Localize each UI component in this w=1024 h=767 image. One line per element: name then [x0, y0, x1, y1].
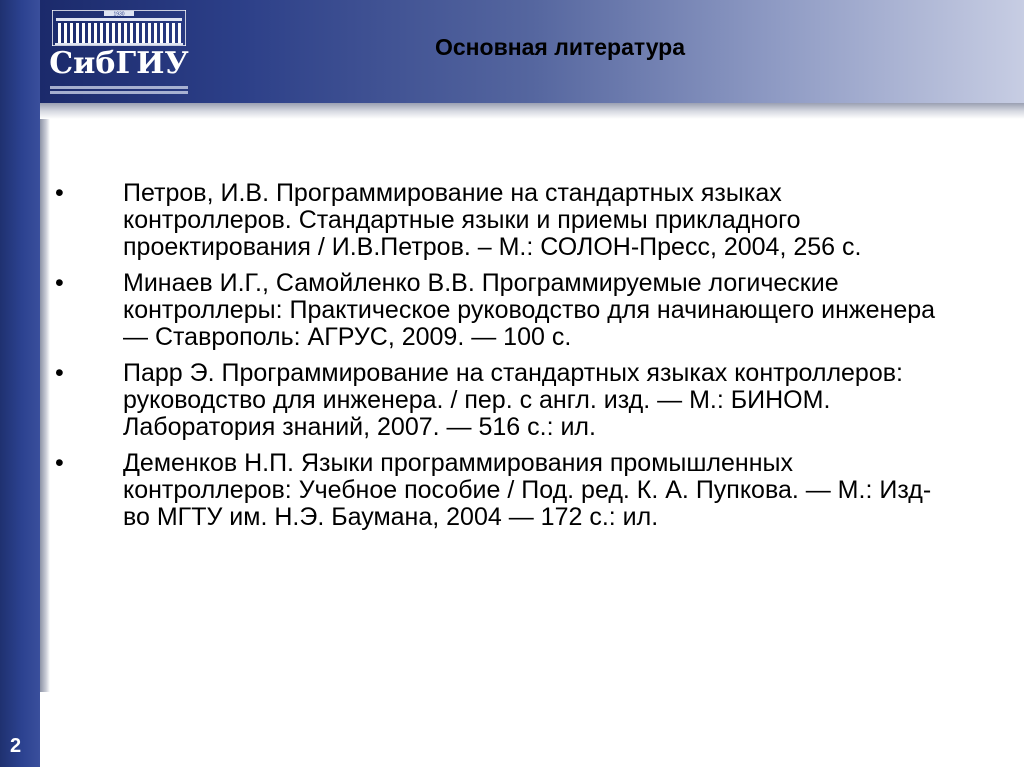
svg-text:1930: 1930 — [113, 11, 125, 18]
logo-subtitle-lines — [50, 84, 188, 98]
reference-text: Деменков Н.П. Языки программирования промышленных контроллеров: Учебное пособие / Под. ред. К. А. Пупкова. — М.: Изд-во МГТУ им. Н.Э. Баумана, 2004 — 172 с.: ил. — [123, 449, 932, 531]
left-sidebar-bar — [0, 0, 40, 767]
bullet-icon: • — [55, 449, 64, 477]
header-shadow — [40, 103, 1024, 119]
bullet-icon: • — [55, 359, 64, 387]
bullet-icon: • — [55, 269, 64, 297]
list-item — [55, 180, 955, 261]
building-icon — [52, 10, 186, 46]
slide-title: Основная литература — [434, 34, 686, 60]
reference-text: Парр Э. Программирование на стандартных языках контроллеров: руководство для инженера. / пер. с англ. изд. — М.: БИНОМ. Лаборатория знаний, 2007. — 516 с.: ил. — [123, 359, 903, 441]
reference-text: Петров, И.В. Программирование на стандартных языках контроллеров. Стандартные языки и приемы прикладного проектирования / И.В.Петров. – М.: СОЛОН-Пресс, 2004, 256 с. — [123, 179, 862, 261]
university-logo — [44, 4, 194, 100]
left-bar-shadow — [40, 100, 50, 692]
page-number: 2 — [10, 735, 22, 757]
reference-text: Минаев И.Г., Самойленко В.В. Программируемые логические контроллеры: Практическое руководство для начинающего инженера — Ставрополь: АГРУС, 2009. — 100 с. — [123, 269, 936, 351]
list-item — [55, 450, 955, 531]
logo-text: СибГИУ — [49, 46, 189, 81]
references-list — [55, 180, 955, 540]
bullet-icon: • — [55, 179, 64, 207]
list-item — [55, 270, 955, 351]
list-item — [55, 360, 955, 441]
